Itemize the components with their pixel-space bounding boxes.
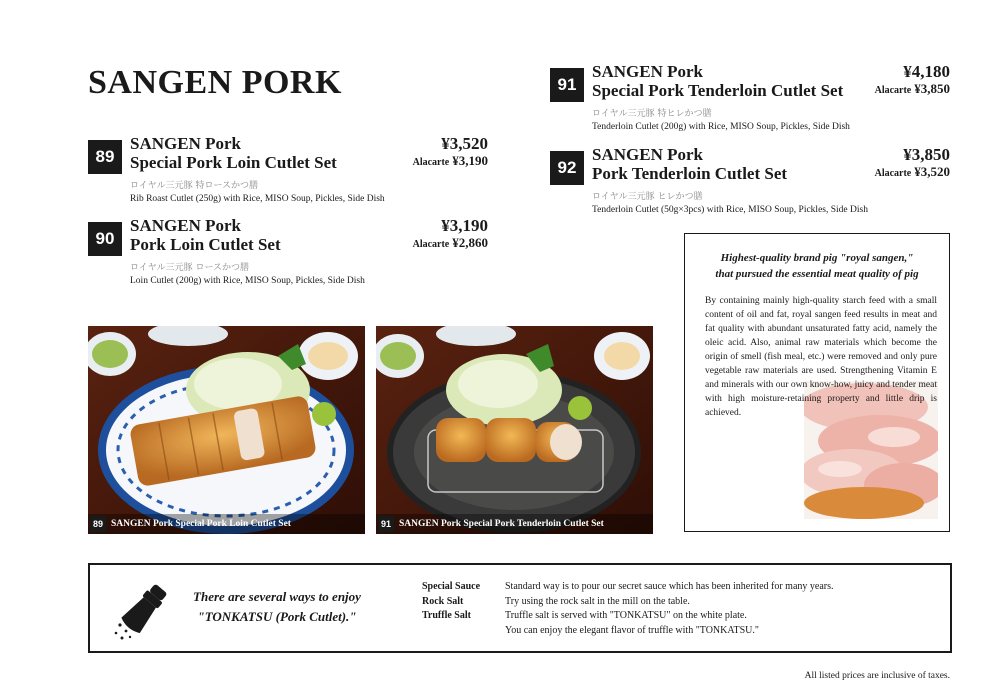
alacarte-price: Alacarte ¥3,190 [412, 153, 488, 168]
loin-cutlet-illustration [88, 326, 365, 534]
menu-item-91[interactable] [550, 62, 950, 148]
item-description: Tenderloin Cutlet (200g) with Rice, MISO Soup, Pickles, Side Dish [592, 122, 850, 132]
item-name: SANGEN Pork Special Pork Tenderloin Cutlet Set [592, 62, 844, 100]
royal-sangen-info-box [684, 233, 950, 532]
tax-note: All listed prices are inclusive of taxes. [804, 671, 950, 681]
tip-truffle-salt-note: You can enjoy the elegant flavor of truffle with "TONKATSU." [505, 624, 759, 636]
item-japanese-name: ロイヤル三元豚 ロースかつ膳 [130, 263, 250, 273]
item-number-badge: 90 [88, 222, 122, 256]
tip-truffle-salt: Truffle Salt Truffle salt is served with "TONKATSU" on the white plate. [422, 610, 747, 621]
tonkatsu-tips-box [88, 563, 952, 653]
item-japanese-name: ロイヤル三元豚 特ヒレかつ膳 [592, 109, 712, 119]
item-name: SANGEN Pork Special Pork Loin Cutlet Set [130, 134, 337, 172]
item-price: ¥3,850 [903, 145, 950, 164]
tip-rock-salt: Rock Salt Try using the rock salt in the mill on the table. [422, 595, 690, 607]
item-japanese-name: ロイヤル三元豚 特ロースかつ膳 [130, 181, 259, 191]
tenderloin-cutlet-photo [376, 326, 653, 534]
alacarte-price: Alacarte ¥3,850 [874, 81, 950, 96]
salt-mill-icon [108, 577, 178, 643]
menu-item-90[interactable] [88, 216, 488, 302]
item-description: Loin Cutlet (200g) with Rice, MISO Soup, Pickles, Side Dish [130, 276, 365, 286]
ways-to-enjoy-heading: There are several ways to enjoy "TONKATSU (Pork Cutlet)." [193, 589, 361, 624]
item-price: ¥3,520 [441, 134, 488, 153]
item-japanese-name: ロイヤル三元豚 ヒレかつ膳 [592, 192, 703, 202]
alacarte-price: Alacarte ¥2,860 [412, 235, 488, 250]
item-number-badge: 89 [88, 140, 122, 174]
caption-number-badge: 91 [378, 516, 394, 532]
menu-item-92[interactable] [550, 145, 950, 231]
caption-number-badge: 89 [90, 516, 106, 532]
tenderloin-cutlet-illustration [376, 326, 653, 534]
item-price: ¥4,180 [903, 62, 950, 81]
tips-list [422, 580, 834, 638]
page-title: SANGEN PORK [88, 64, 342, 101]
info-body: By containing mainly high-quality starch feed with a small content of oil and fat, royal sangen feed results in meat and fat quality with abundant unsaturated fatty acid, namely the oleic acid. Also, animal raw materials which become the origin of smell (fish meal, etc.) were removed and only pure vegetable raw materials are used. Strengthening Vitamin E and minerals with our own know-how, juicy and tender meat with high moisture-retaining property and little drip is achieved. [705, 296, 937, 418]
item-price: ¥3,190 [441, 216, 488, 235]
info-heading: Highest-quality brand pig "royal sangen," that pursued the essential meat quality of pig [715, 252, 919, 280]
photo-caption: 89 SANGEN Pork Special Pork Loin Cutlet Set [88, 514, 365, 534]
menu-item-89[interactable] [88, 134, 488, 220]
tip-special-sauce: Special Sauce Standard way is to pour our secret sauce which has been inherited for many years. [422, 581, 834, 592]
item-number-badge: 92 [550, 151, 584, 185]
item-name: SANGEN Pork Pork Loin Cutlet Set [130, 216, 281, 254]
item-number-badge: 91 [550, 68, 584, 102]
photo-caption: 91 SANGEN Pork Special Pork Tenderloin Cutlet Set [376, 514, 653, 534]
item-name: SANGEN Pork Pork Tenderloin Cutlet Set [592, 145, 788, 183]
loin-cutlet-photo [88, 326, 365, 534]
item-description: Rib Roast Cutlet (250g) with Rice, MISO Soup, Pickles, Side Dish [130, 194, 385, 204]
alacarte-price: Alacarte ¥3,520 [874, 164, 950, 179]
item-description: Tenderloin Cutlet (50g×3pcs) with Rice, MISO Soup, Pickles, Side Dish [592, 205, 868, 215]
